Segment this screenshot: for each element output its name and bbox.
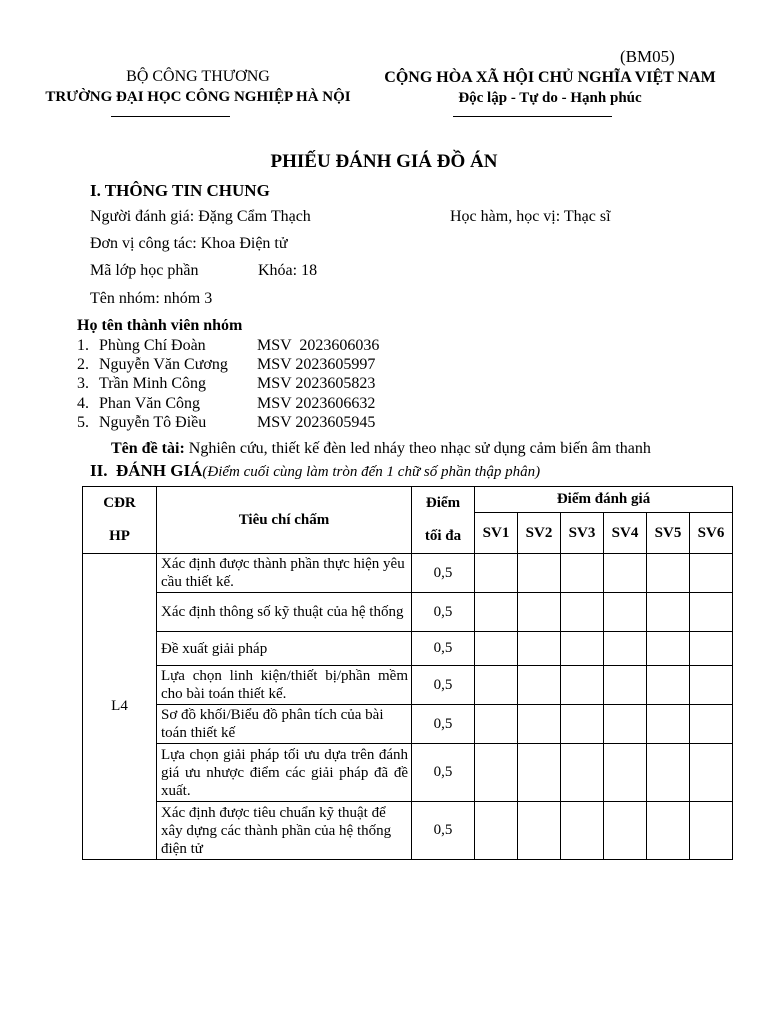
score-cell[interactable]	[475, 593, 518, 632]
criteria-cell: Đề xuất giải pháp	[157, 632, 412, 666]
member-msv: MSV 2023606036	[257, 337, 380, 354]
header-cdr-line1: CĐR	[103, 495, 136, 511]
right-divider	[453, 116, 612, 117]
member-number: 1.	[77, 337, 89, 354]
member-name: Phùng Chí Đoàn	[99, 337, 206, 354]
table-row	[83, 632, 733, 666]
member-msv: MSV 2023606632	[257, 395, 376, 412]
score-cell[interactable]	[647, 554, 690, 593]
member-msv: MSV 2023605823	[257, 375, 376, 392]
header-cdr-line2: HP	[109, 528, 130, 544]
table-row	[83, 593, 733, 632]
score-cell[interactable]	[518, 632, 561, 666]
topic	[111, 440, 651, 458]
max-score-cell: 0,5	[412, 802, 475, 860]
member-name: Nguyễn Văn Cương	[99, 356, 228, 373]
criteria-cell: Lựa chọn linh kiện/thiết bị/phần mềm cho bài toán thiết kế.	[157, 666, 412, 705]
score-cell[interactable]	[690, 705, 733, 744]
header-max-score	[412, 487, 475, 554]
motto: Độc lập - Tự do - Hạnh phúc	[458, 90, 642, 106]
criteria-cell: Xác định được thành phần thực hiện yêu cầu thiết kế.	[157, 554, 412, 593]
score-cell[interactable]	[647, 705, 690, 744]
score-cell[interactable]	[604, 705, 647, 744]
score-cell[interactable]	[561, 744, 604, 802]
score-cell[interactable]	[561, 554, 604, 593]
score-cell[interactable]	[690, 593, 733, 632]
topic-label: Tên đề tài:	[111, 440, 185, 457]
score-cell[interactable]	[690, 802, 733, 860]
score-cell[interactable]	[690, 554, 733, 593]
header-sv2: SV2	[518, 513, 561, 554]
score-cell[interactable]	[604, 593, 647, 632]
score-cell[interactable]	[604, 744, 647, 802]
header-criteria: Tiêu chí chấm	[157, 487, 412, 554]
score-cell[interactable]	[475, 554, 518, 593]
score-cell[interactable]	[604, 666, 647, 705]
university-name: TRƯỜNG ĐẠI HỌC CÔNG NGHIỆP HÀ NỘI	[45, 89, 351, 105]
score-cell[interactable]	[518, 554, 561, 593]
score-cell[interactable]	[690, 666, 733, 705]
member-name: Phan Văn Công	[99, 395, 201, 412]
header-cdr	[83, 487, 157, 554]
score-cell[interactable]	[518, 705, 561, 744]
cdr-cell: L4	[83, 554, 157, 860]
score-cell[interactable]	[518, 744, 561, 802]
section-2-heading-line	[90, 461, 540, 481]
max-score-cell: 0,5	[412, 744, 475, 802]
member-msv: MSV 2023605997	[257, 356, 376, 373]
score-cell[interactable]	[690, 632, 733, 666]
score-cell[interactable]	[604, 802, 647, 860]
section-2-heading: II. ĐÁNH GIÁ	[90, 461, 203, 480]
table-row	[83, 554, 733, 593]
score-cell[interactable]	[475, 705, 518, 744]
score-cell[interactable]	[475, 744, 518, 802]
member-number: 5.	[77, 414, 89, 431]
score-cell[interactable]	[475, 666, 518, 705]
criteria-cell: Lựa chọn giải pháp tối ưu dựa trên đánh giá ưu nhược điểm các giải pháp đã đề xuất.	[157, 744, 412, 802]
header-score: Điểm đánh giá	[475, 487, 733, 513]
max-score-cell: 0,5	[412, 554, 475, 593]
max-score-cell: 0,5	[412, 593, 475, 632]
topic-value: Nghiên cứu, thiết kế đèn led nháy theo nhạc sử dụng cảm biến âm thanh	[184, 440, 651, 457]
header-max-line2: tối đa	[424, 528, 462, 544]
score-cell[interactable]	[561, 632, 604, 666]
left-divider	[111, 116, 230, 117]
score-cell[interactable]	[604, 554, 647, 593]
group-name: Tên nhóm: nhóm 3	[90, 290, 213, 307]
header-sv4: SV4	[604, 513, 647, 554]
criteria-cell: Sơ đồ khối/Biểu đồ phân tích của bài toán thiết kế	[157, 705, 412, 744]
score-cell[interactable]	[647, 632, 690, 666]
work-unit: Đơn vị công tác: Khoa Điện tử	[90, 235, 288, 252]
member-number: 4.	[77, 395, 89, 412]
member-number: 2.	[77, 356, 89, 373]
score-cell[interactable]	[518, 802, 561, 860]
score-cell[interactable]	[690, 744, 733, 802]
republic-name: CỘNG HÒA XÃ HỘI CHỦ NGHĨA VIỆT NAM	[384, 69, 716, 86]
section-1-heading: I. THÔNG TIN CHUNG	[90, 181, 270, 200]
header-sv5: SV5	[647, 513, 690, 554]
degree: Học hàm, học vị: Thạc sĩ	[450, 208, 611, 225]
score-cell[interactable]	[647, 744, 690, 802]
max-score-cell: 0,5	[412, 705, 475, 744]
score-cell[interactable]	[647, 666, 690, 705]
score-cell[interactable]	[561, 802, 604, 860]
table-row	[83, 744, 733, 802]
max-score-cell: 0,5	[412, 666, 475, 705]
score-cell[interactable]	[647, 593, 690, 632]
member-number: 3.	[77, 375, 89, 392]
table-row	[83, 666, 733, 705]
evaluation-table	[82, 486, 733, 860]
ministry-name: BỘ CÔNG THƯƠNG	[126, 68, 270, 85]
section-2-note: (Điểm cuối cùng làm tròn đến 1 chữ số phần thập phân)	[202, 464, 541, 480]
score-cell[interactable]	[647, 802, 690, 860]
score-cell[interactable]	[604, 632, 647, 666]
max-score-cell: 0,5	[412, 632, 475, 666]
score-cell[interactable]	[518, 593, 561, 632]
member-msv: MSV 2023605945	[257, 414, 376, 431]
table-row	[83, 705, 733, 744]
score-cell[interactable]	[475, 802, 518, 860]
header-max-line1: Điểm	[425, 495, 461, 511]
criteria-cell: Xác định thông số kỹ thuật của hệ thống	[157, 593, 412, 632]
evaluator: Người đánh giá: Đặng Cẩm Thạch	[90, 208, 311, 225]
member-name: Nguyễn Tô Điều	[99, 414, 207, 431]
header-sv3: SV3	[561, 513, 604, 554]
score-cell[interactable]	[561, 666, 604, 705]
form-code: (BM05)	[620, 47, 675, 66]
class-code: Mã lớp học phần	[90, 262, 199, 279]
header-sv6: SV6	[690, 513, 733, 554]
score-cell[interactable]	[561, 705, 604, 744]
score-cell[interactable]	[518, 666, 561, 705]
page-title: PHIẾU ĐÁNH GIÁ ĐỒ ÁN	[270, 151, 498, 172]
member-name: Trần Minh Công	[99, 375, 206, 392]
score-cell[interactable]	[561, 593, 604, 632]
criteria-cell: Xác định được tiêu chuẩn kỹ thuật để xây dựng các thành phần của hệ thống điện tử	[157, 802, 412, 860]
course: Khóa: 18	[258, 262, 318, 279]
score-cell[interactable]	[475, 632, 518, 666]
header-sv1: SV1	[475, 513, 518, 554]
members-heading: Họ tên thành viên nhóm	[77, 317, 243, 334]
table-row	[83, 802, 733, 860]
